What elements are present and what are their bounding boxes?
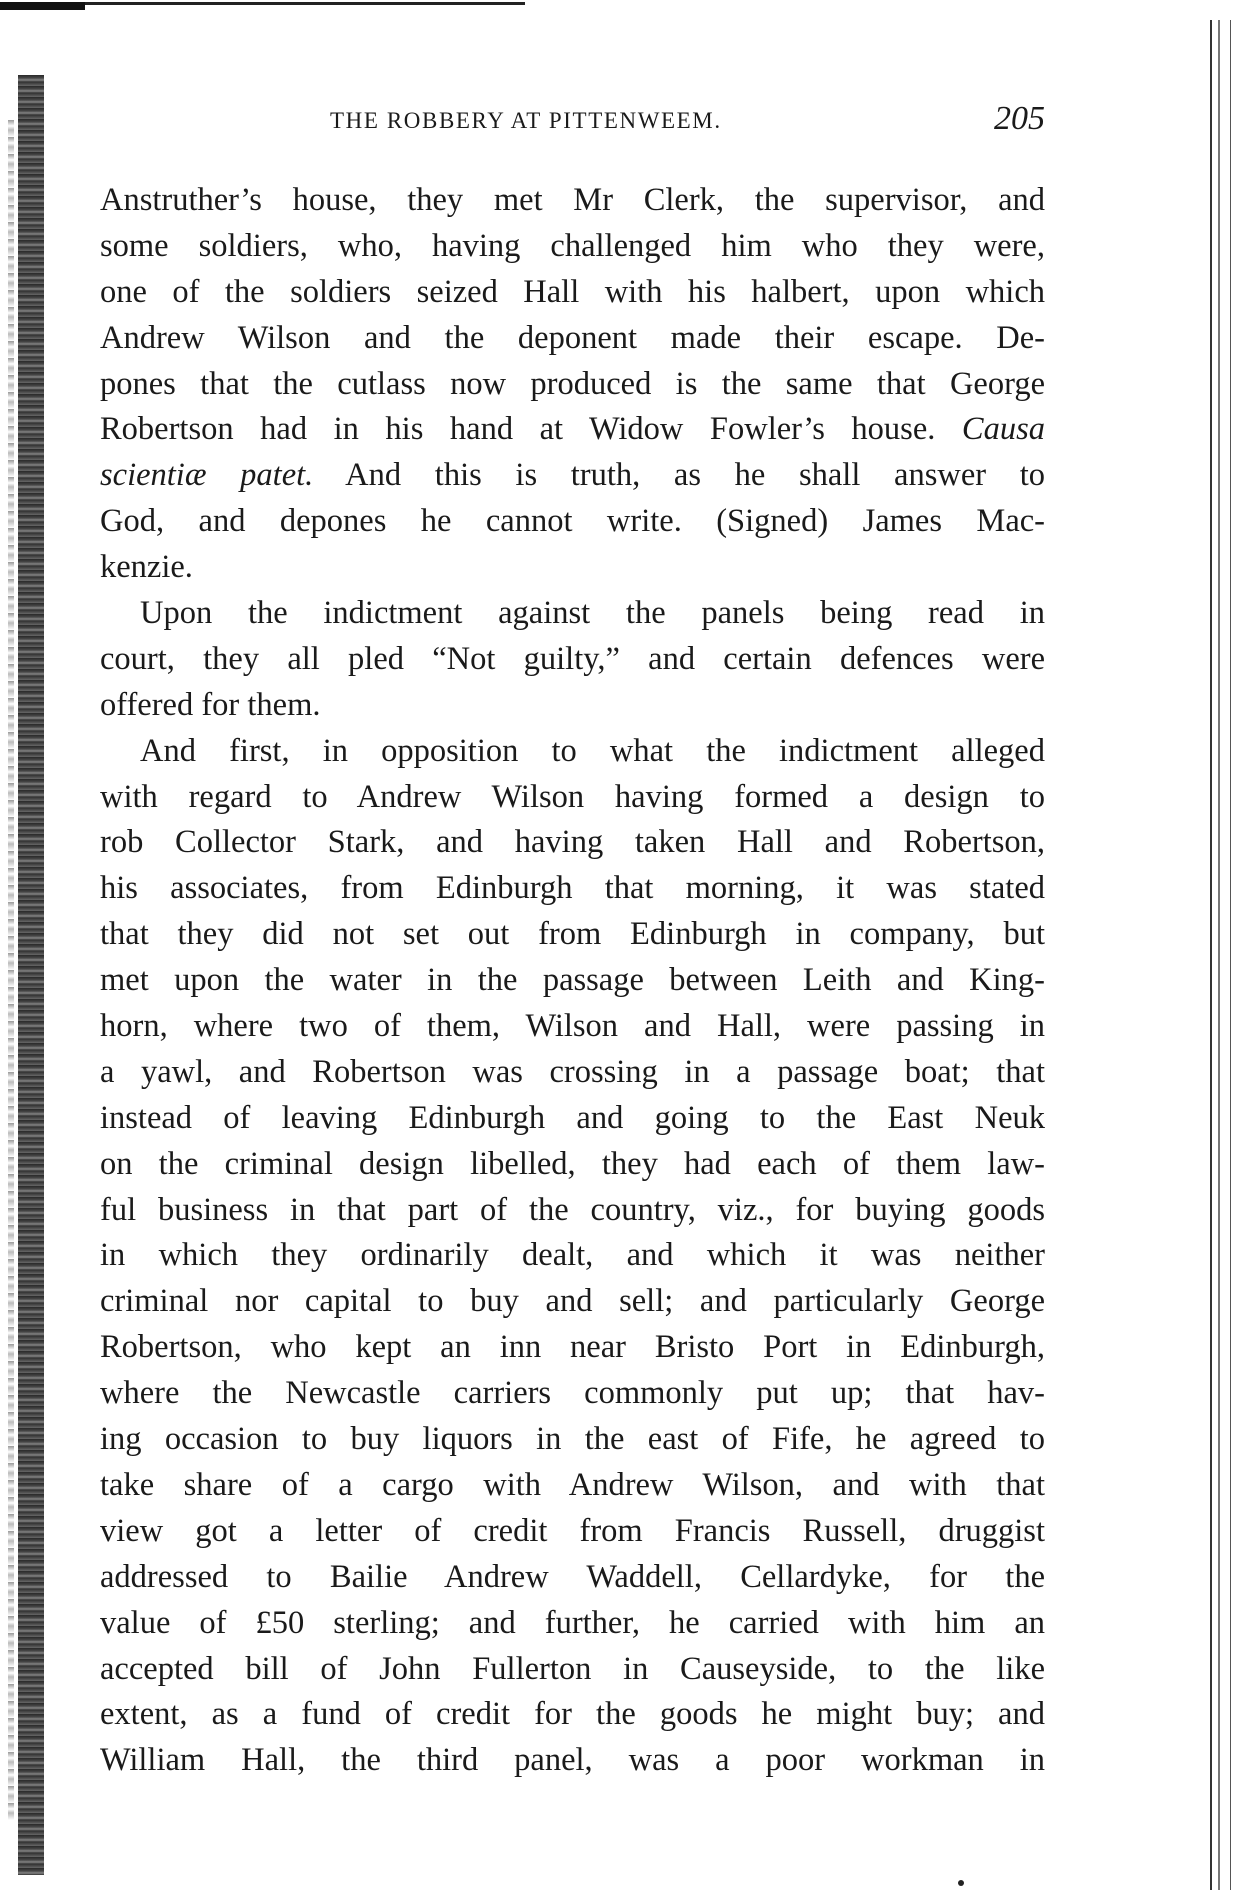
text-line: met upon the water in the passage between Leith and King- — [100, 962, 1045, 999]
text-line: ing occasion to buy liquors in the east of Fife, he agreed to — [100, 1421, 1045, 1458]
ink-speck — [958, 1880, 964, 1886]
text-line: take share of a cargo with Andrew Wilson, and with that — [100, 1466, 1045, 1503]
text-line: William Hall, the third panel, was a poor workman in — [100, 1742, 1045, 1779]
text-line: horn, where two of them, Wilson and Hall, were passing in — [100, 1008, 1045, 1045]
body-text — [100, 178, 1045, 1784]
text-line: God, and depones he cannot write. (Signed) James Mac- — [100, 503, 1045, 540]
text-line: Robertson, who kept an inn near Bristo Port in Edinburgh, — [100, 1329, 1045, 1366]
text-line: one of the soldiers seized Hall with his halbert, upon which — [100, 273, 1045, 310]
paragraph-start-line: Upon the indictment against the panels being read in — [140, 595, 1045, 632]
text-line: Andrew Wilson and the deponent made their escape. De- — [100, 319, 1045, 356]
text-line: view got a letter of credit from Francis Russell, druggist — [100, 1512, 1045, 1549]
binding-shadow — [18, 75, 44, 1875]
running-head — [100, 100, 1045, 144]
binding-shadow-thin — [8, 120, 14, 1820]
text-line: with regard to Andrew Wilson having formed a design to — [100, 778, 1045, 815]
text-segment: And this is truth, as he shall answer to — [345, 457, 1046, 494]
text-line: in which they ordinarily dealt, and which it was neither — [100, 1237, 1045, 1274]
text-line: Anstruther’s house, they met Mr Clerk, the supervisor, and — [100, 182, 1045, 218]
text-line: where the Newcastle carriers commonly put up; that hav- — [100, 1375, 1045, 1412]
text-line: that they did not set out from Edinburgh in company, but — [100, 916, 1045, 953]
page-edge-lines — [1210, 20, 1231, 1890]
text-line: pones that the cutlass now produced is the same that George — [100, 365, 1045, 402]
text-segment: Robertson had in his hand at Widow Fowler’s house. — [100, 411, 936, 448]
text-line: accepted bill of John Fullerton in Causeyside, to the like — [100, 1650, 1045, 1687]
top-rule — [0, 2, 525, 5]
text-line: addressed to Bailie Andrew Waddell, Cellardyke, for the — [100, 1558, 1045, 1595]
text-line: a yawl, and Robertson was crossing in a passage boat; that — [100, 1053, 1045, 1090]
text-line: his associates, from Edinburgh that morning, it was stated — [100, 870, 1045, 907]
text-line: value of £50 sterling; and further, he carried with him an — [100, 1604, 1045, 1641]
italic-phrase: scientiæ patet. — [100, 457, 314, 494]
text-line — [100, 453, 1045, 499]
text-line: kenzie. — [100, 549, 193, 586]
italic-phrase: Causa — [961, 411, 1045, 448]
text-line: instead of leaving Edinburgh and going to the East Neuk — [100, 1099, 1045, 1136]
text-line: on the criminal design libelled, they had each of them law- — [100, 1145, 1045, 1182]
text-line: court, they all pled “Not guilty,” and certain defences were — [100, 640, 1045, 677]
text-line: extent, as a fund of credit for the goods he might buy; and — [100, 1696, 1045, 1733]
running-title: THE ROBBERY AT PITTENWEEM. — [330, 108, 722, 133]
text-line: criminal nor capital to buy and sell; and particularly George — [100, 1283, 1045, 1320]
text-line: ful business in that part of the country, viz., for buying goods — [100, 1191, 1045, 1228]
text-line — [100, 407, 1045, 453]
text-line: offered for them. — [100, 686, 321, 723]
text-line: rob Collector Stark, and having taken Hall and Robertson, — [100, 824, 1045, 861]
text-line: some soldiers, who, having challenged him who they were, — [100, 227, 1045, 264]
page-number: 205 — [994, 100, 1045, 137]
paragraph-start-line: And first, in opposition to what the indictment alleged — [140, 732, 1045, 769]
